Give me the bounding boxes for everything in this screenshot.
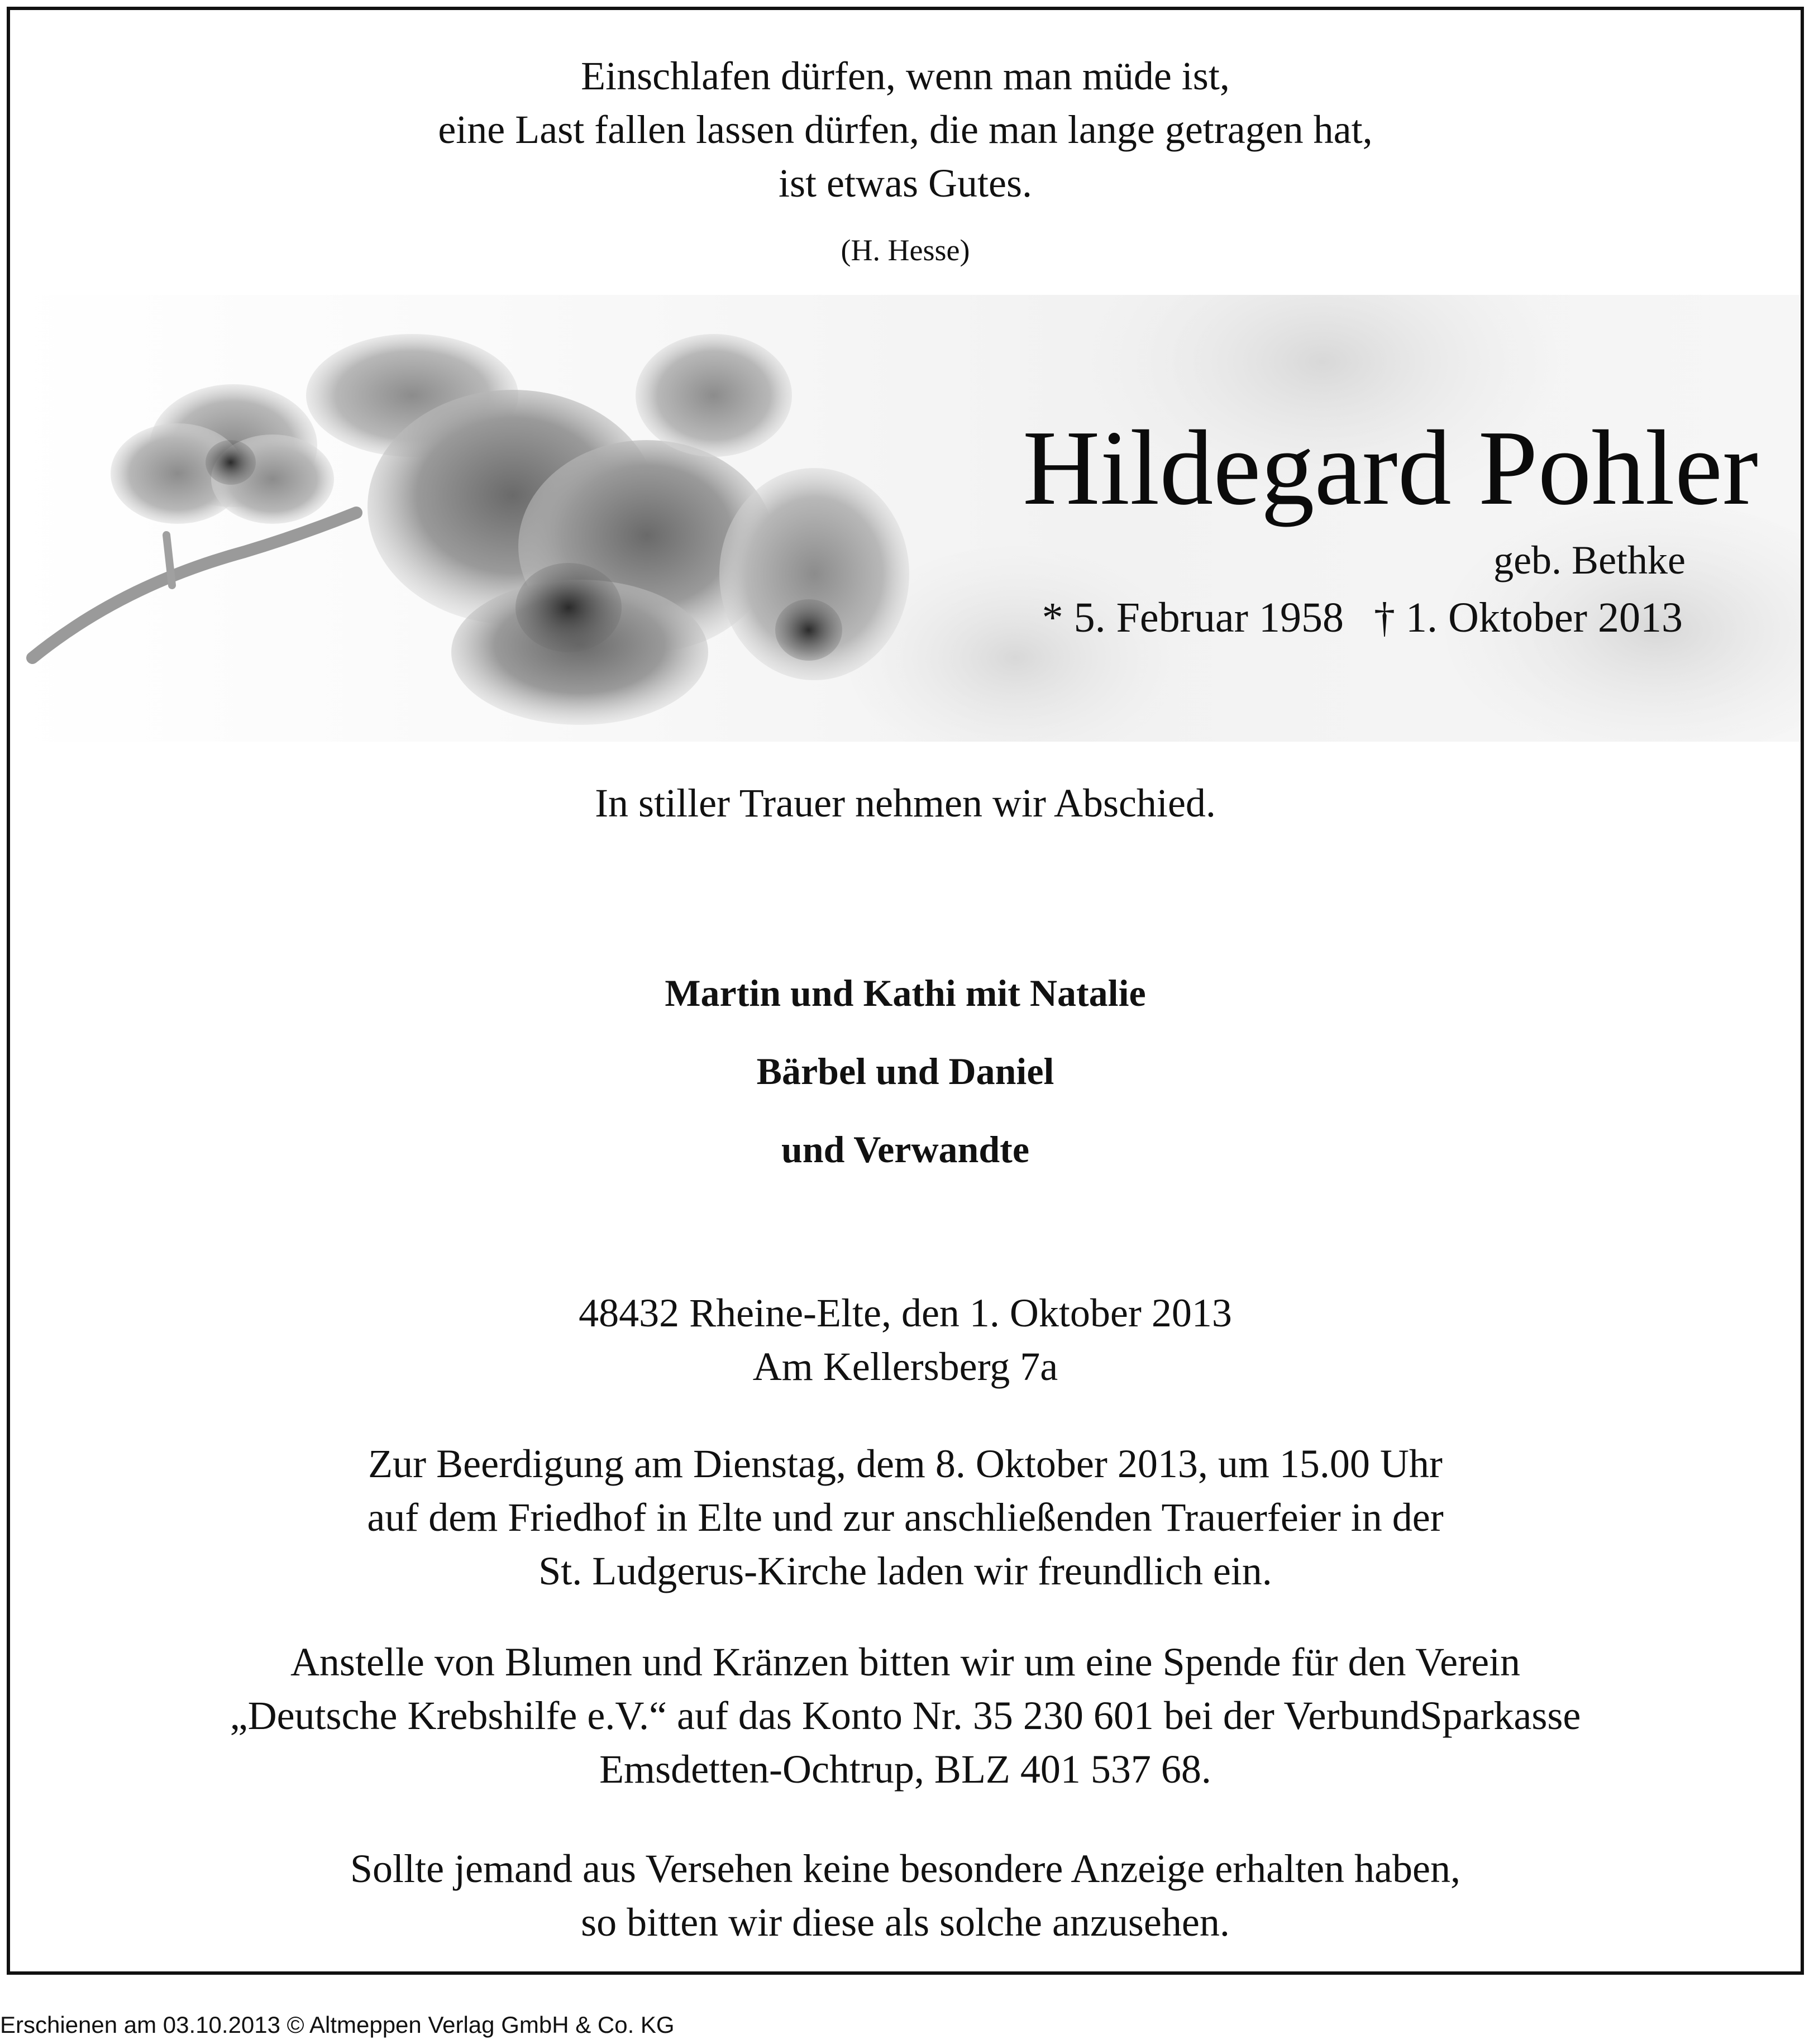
- notice-line-2: so bitten wir diese als solche anzusehen.: [581, 1900, 1230, 1945]
- donation-line-2: „Deutsche Krebshilfe e.V.“ auf das Konto Nr. 35 230 601 bei der VerbundSparkasse: [230, 1693, 1581, 1738]
- notice-text: [10, 1842, 1801, 1949]
- family-line-3: und Verwandte: [781, 1128, 1030, 1171]
- birth-date: * 5. Februar 1958: [1042, 594, 1344, 641]
- life-dates: [792, 591, 1683, 644]
- death-date: † 1. Oktober 2013: [1373, 594, 1683, 641]
- quote-author: (H. Hesse): [841, 233, 970, 267]
- family-names: [10, 954, 1801, 1188]
- address-line-1: 48432 Rheine-Elte, den 1. Oktober 2013: [579, 1291, 1232, 1335]
- mourning-line: In stiller Trauer nehmen wir Abschied.: [595, 781, 1216, 825]
- funeral-line-1: Zur Beerdigung am Dienstag, dem 8. Oktober 2013, um 15.00 Uhr: [368, 1441, 1443, 1486]
- publication-footer: Erschienen am 03.10.2013 © Altmeppen Verlag GmbH & Co. KG: [0, 2012, 675, 2038]
- funeral-info: [10, 1437, 1801, 1598]
- notice-line-1: Sollte jemand aus Versehen keine besondere Anzeige erhalten haben,: [350, 1846, 1460, 1891]
- quote-line-1: Einschlafen dürfen, wenn man müde ist,: [581, 54, 1230, 98]
- quote-line-3: ist etwas Gutes.: [779, 161, 1032, 206]
- hesse-quote: [10, 49, 1801, 210]
- quote-line-2: eine Last fallen lassen dürfen, die man lange getragen hat,: [438, 107, 1373, 152]
- address-block: [10, 1286, 1801, 1393]
- family-line-2: Bärbel und Daniel: [756, 1050, 1054, 1092]
- family-line-1: Martin und Kathi mit Natalie: [665, 972, 1146, 1014]
- donation-line-3: Emsdetten-Ochtrup, BLZ 401 537 68.: [599, 1747, 1211, 1792]
- obituary-frame: [7, 7, 1804, 1975]
- maiden-name: geb. Bethke: [1493, 538, 1686, 582]
- address-line-2: Am Kellersberg 7a: [752, 1344, 1058, 1389]
- orchid-image-band: [10, 295, 1801, 742]
- funeral-line-3: St. Ludgerus-Kirche laden wir freundlich ein.: [538, 1549, 1272, 1593]
- donation-info: [10, 1635, 1801, 1796]
- funeral-line-2: auf dem Friedhof in Elte und zur anschließenden Trauerfeier in der: [367, 1495, 1444, 1540]
- donation-line-1: Anstelle von Blumen und Kränzen bitten wir um eine Spende für den Verein: [290, 1640, 1521, 1684]
- deceased-name: Hildegard Pohler: [1023, 408, 1758, 527]
